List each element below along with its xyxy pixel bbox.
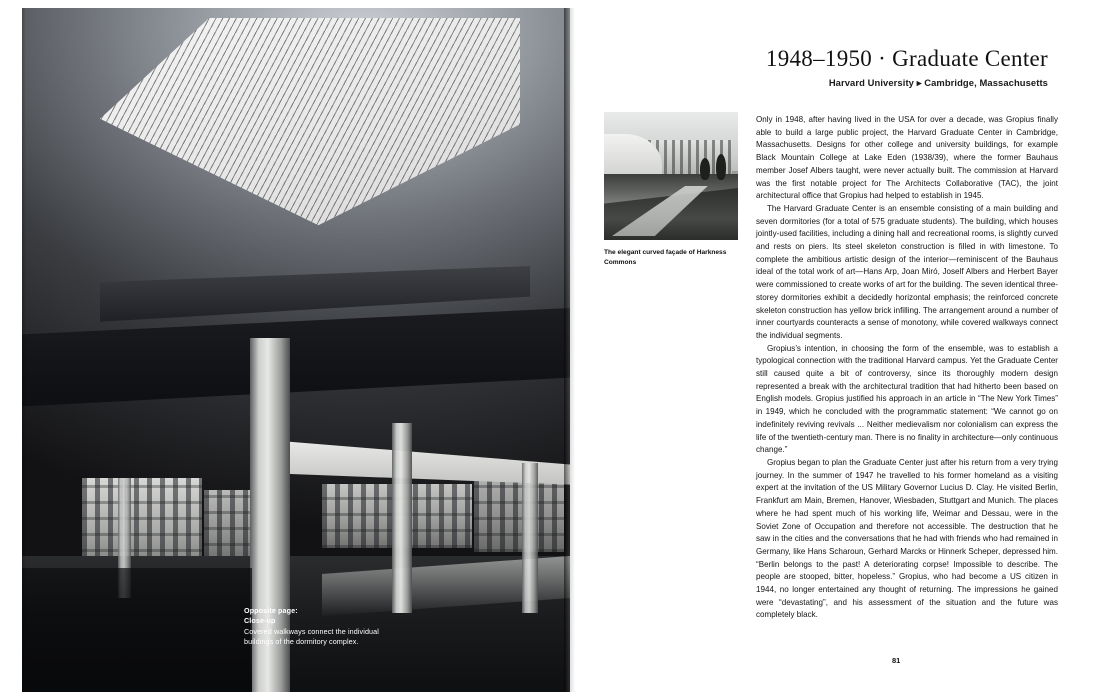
right-page xyxy=(580,8,1092,692)
soffit-band xyxy=(22,308,570,428)
book-gutter xyxy=(564,8,580,692)
paragraph: Only in 1948, after having lived in the USA for over a decade, was Gropius finally able to build a large public project, the Harvard Graduate Center in Cambridge, Massachusetts. Designs for other college and university buildings, for example Black Mountain College at Lake Eden (1938/39), where the former Bauhaus member Josef Albers taught, were never actually built. The commission at Harvard was the first notable project for The Architects Collaborative (TAC), the joint architectural office that Gropius had helped to establish in 1945. xyxy=(756,115,1058,201)
inset-photograph xyxy=(604,112,738,240)
photo-tree xyxy=(716,154,726,180)
concrete-column xyxy=(392,423,412,613)
left-page xyxy=(22,8,570,692)
body-text-column xyxy=(756,114,1058,622)
caption-line-2: Close-up xyxy=(244,616,276,626)
page-number: 81 xyxy=(892,656,901,665)
foreground-shadow xyxy=(22,568,252,692)
window-grid xyxy=(474,478,564,552)
figure-caption: The elegant curved façade of Harkness Commons xyxy=(604,249,727,266)
caption-line-1: Opposite page: xyxy=(244,606,298,615)
paragraph: Gropius began to plan the Graduate Center just after his return from a very trying journey. In the summer of 1947 he travelled to his former homeland as a visiting expert at the invitation of the US Military Governor Lucius D. Clay. He visited Berlin, Frankfurt am Main, Bremen, Hanover, Wiesbaden, Stuttgart and Munich. The places where he had spent much of his working life, Weimar and Dessau, were in the Soviet Zone of Occupation and therefore not accessible. The destruction that he saw in the cities and the conversations that he had with friends who had remained in Germany, like Hans Scharoun, Gerhard Marcks or Hinnerk Scheper, depressed him. “Berlin belongs to the past! A deteriorating corpse! Impossible to describe. The people are stooped, bitter, hopeless.” Gropius, who had become a US citizen in 1944, no longer entertained any thought of returning. The impressions he gained were “devastating”, and his assessment of the situation and the future was completely black. xyxy=(756,457,1058,620)
paragraph: Gropius’s intention, in choosing the form of the ensemble, was to establish a typological connection with the traditional Harvard campus. Yet the Graduate Center still caused quite a bit of controversy, since its thoroughly modern design represented a break with the architectural tradition that had hitherto been based on English models. Gropius justified his approach in an article in “The New York Times” in 1949, which he concluded with the programmatic statement: “We cannot go on indefinitely reviving revivals ... Neither medievalism nor colonialism can express the life of the twentieth-century man. There is no finality in architecture—only continuous change.” xyxy=(756,343,1058,455)
concrete-column xyxy=(522,463,538,613)
photo-tree xyxy=(700,158,710,180)
page-subtitle: Harvard University ▸ Cambridge, Massachusetts xyxy=(828,77,1048,88)
caption-line-3: Covered walkways connect the individual xyxy=(244,626,379,636)
chapter-heading xyxy=(766,46,1048,89)
paragraph: The Harvard Graduate Center is an ensemble consisting of a main building and seven dormitories (for a total of 575 graduate students). The building, which houses jointly-used facilities, including a dining hall and recreational rooms, is slightly curved and rests on piers. Its steel skeleton construction is filled in with limestone. To complete the ambitious artistic design of the interior—reminiscent of the Bauhaus ideal of the total work of art—Hans Arp, Joan Miró, Joself Albers and Herbert Bayer were commissioned to create works of art for the building. The seven identical three-storey dormitories exhibit a decidedly horizontal emphasis; the reinforced concrete skeleton construction has yellow brick infilling. The arrangement around a number of inner courtyards counteracts a sense of monotony, while covered walkways connect the individual segments. xyxy=(756,203,1058,340)
full-bleed-photograph xyxy=(22,8,570,692)
background-building xyxy=(474,478,564,552)
opposite-page-caption xyxy=(244,606,444,648)
caption-line-4: buildings of the dormitory complex. xyxy=(244,637,359,647)
window-grid xyxy=(82,478,202,568)
left-page-edge xyxy=(22,8,26,692)
ceiling-plane xyxy=(100,18,520,298)
page-title: 1948–1950 · Graduate Center xyxy=(765,46,1048,71)
background-building xyxy=(82,478,202,568)
